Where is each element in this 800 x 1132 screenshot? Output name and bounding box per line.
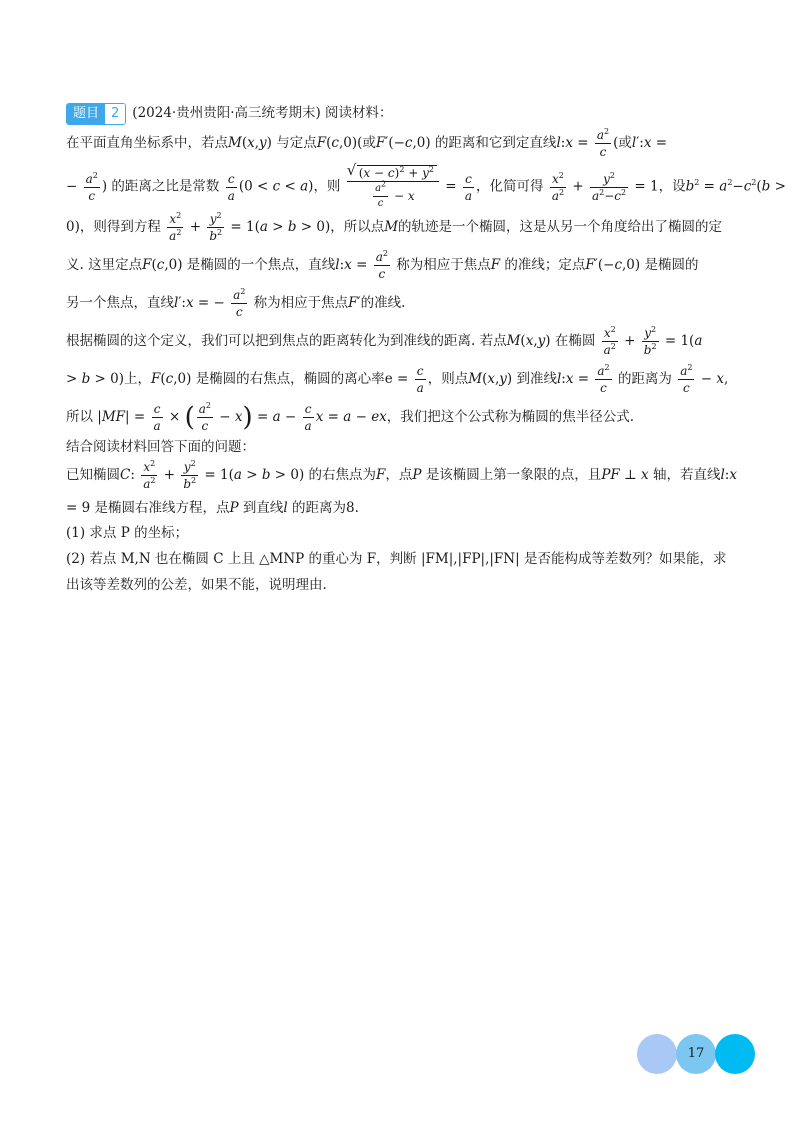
text-line-10: 已知椭圆C: $\frac{x^2}{a^2}$ + $\frac{y^2}{b^2}$ = 1(a > b > 0) 的右焦点为F，点P 是该椭圆上第一象限的点，且PF ⊥ x 轴，若直线l:x xyxy=(66,459,737,491)
problem-header xyxy=(66,101,393,125)
text-line-4: 义. 这里定点F(c,0) 是椭圆的一个焦点，直线l:x = $\frac{a^2}{c}$ 称为相应于焦点F 的准线；定点F′(−c,0) 是椭圆的 xyxy=(66,249,699,281)
page-number-decoration xyxy=(637,1034,755,1074)
circle-left xyxy=(637,1034,677,1074)
badge-label: 题目 xyxy=(67,104,105,124)
question-2-line-1: (2) 若点 M,N 也在椭圆 C 上且 △MNP 的重心为 F，判断 |FM|,|FP|,|FN| 是否能构成等差数列？如果能，求 xyxy=(66,551,727,567)
text-line-9: 结合阅读材料回答下面的问题： xyxy=(66,439,255,455)
problem-source: (2024·贵州贵阳·高三统考期末) 阅读材料： xyxy=(132,105,393,121)
question-1: (1) 求点 P 的坐标； xyxy=(66,525,189,541)
text-line-3: 0)，则得到方程 $\frac{x^2}{a^2}$ + $\frac{y^2}{b^2}$ = 1(a > b > 0)，所以点M的轨迹是一个椭圆，这是从另一个角度给出了椭圆的定 xyxy=(66,211,723,243)
question-2-line-2: 出该等差数列的公差，如果不能，说明理由. xyxy=(66,577,327,593)
text-line-11: = 9 是椭圆右准线方程，点P 到直线l 的距离为8. xyxy=(66,500,359,516)
text-line-7: > b > 0)上，F(c,0) 是椭圆的右焦点，椭圆的离心率e = $\frac{c}{a}$ ，则点M(x,y) 到准线l:x = $\frac{a^2}{c}$ 的距离为 $\frac{a^2}{c}$ − x, xyxy=(66,363,729,395)
text-line-1: 在平面直角坐标系中，若点M(x,y) 与定点F(c,0)(或F′(−c,0) 的距离和它到定直线l:x = $\frac{a^2}{c}$ (或l′:x = xyxy=(66,127,668,159)
problem-badge xyxy=(66,103,126,125)
text-line-5: 另一个焦点，直线l′:x = − $\frac{a^2}{c}$ 称为相应于焦点F′的准线. xyxy=(66,287,406,319)
text-line-8: 所以 |MF| = $\frac{c}{a}$ × ( $\frac{a^2}{c}$ − x) = a − $\frac{c}{a}$ x = a − ex，我们把这个公式称为椭圆的焦半径公式. xyxy=(66,401,635,433)
badge-number: 2 xyxy=(105,104,125,124)
circle-right xyxy=(715,1034,755,1074)
text-line-2: − $\frac{a^2}{c}$ ) 的距离之比是常数 $\frac{c}{a}$ (0 < c < a)，则 √ $(x - c)^2 + y^2$ $\frac{a^2}{c}$ − x = $\frac{c}{a}$ ，化简可得 $\frac{x^2}{a^2}$ + $\frac{y^2}{a^2-c^2}$ = 1，设$b^2 = a^2-c^2(b$ > xyxy=(66,165,786,209)
text-line-6: 根据椭圆的这个定义，我们可以把到焦点的距离转化为到准线的距离. 若点M(x,y) 在椭圆 $\frac{x^2}{a^2}$ + $\frac{y^2}{b^2}$ = 1(a xyxy=(66,325,703,357)
page-number: 17 xyxy=(687,1046,705,1061)
